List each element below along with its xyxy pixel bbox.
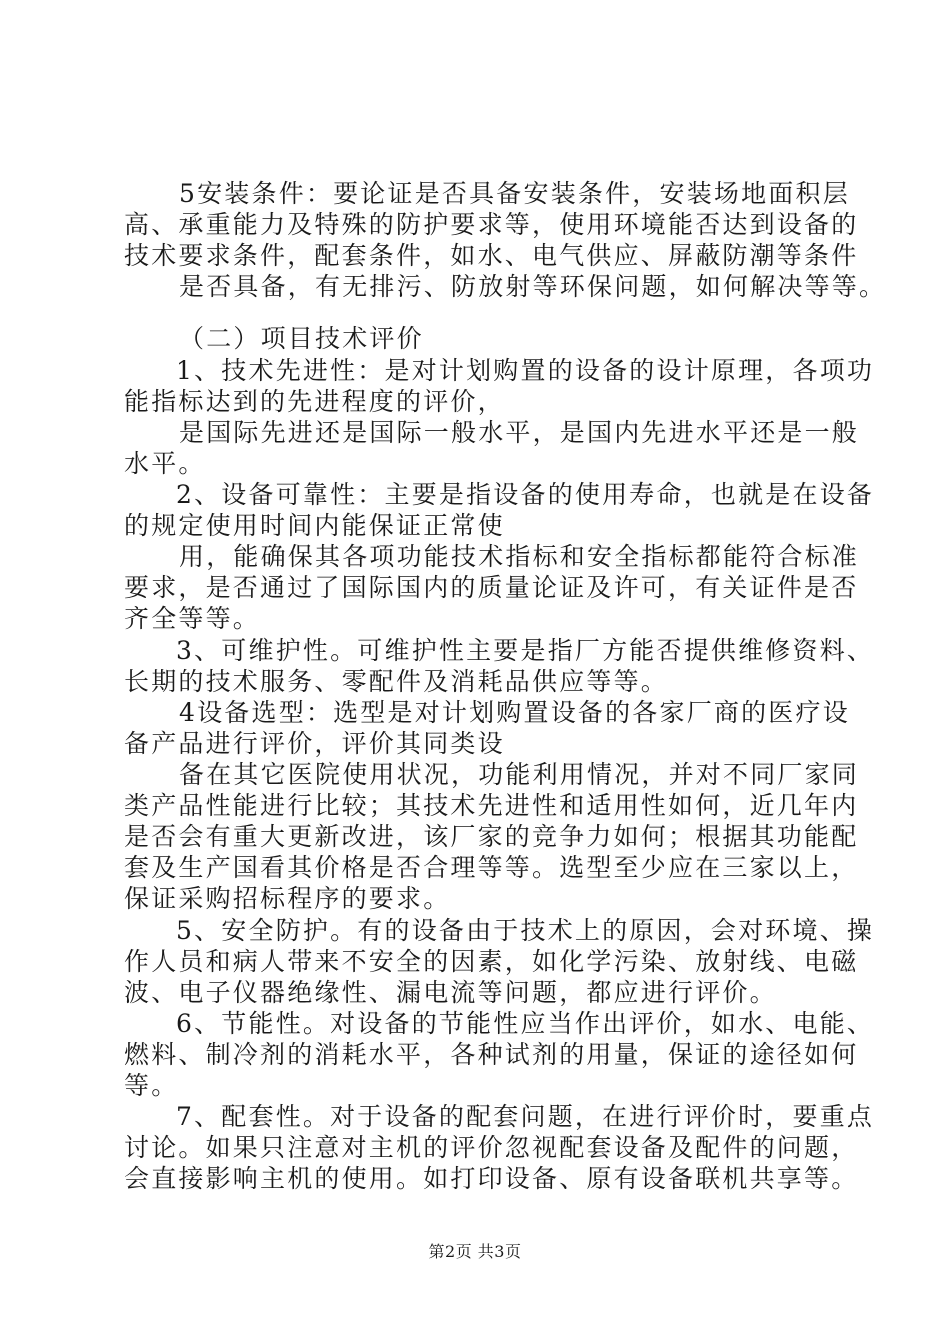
text-line: 2、设备可靠性：主要是指设备的使用寿命，也就是在设备 [176,480,875,509]
text-line: 3、可维护性。可维护性主要是指厂方能否提供维修资料、 [176,636,875,665]
text-line: 备产品进行评价，评价其同类设 [124,729,505,758]
text-line: 5安装条件：要论证是否具备安装条件，安装场地面积层 [179,179,850,208]
text-line: 高、承重能力及特殊的防护要求等，使用环境能否达到设备的 [124,210,859,239]
text-line: 等。 [124,1071,179,1100]
text-line: 水平。 [124,449,206,478]
text-line: 讨论。如果只注意对主机的评价忽视配套设备及配件的问题， [124,1133,859,1162]
text-line: 的规定使用时间内能保证正常使 [124,511,505,540]
text-line: 能指标达到的先进程度的评价， [124,387,505,416]
text-line: 要求，是否通过了国际国内的质量论证及许可，有关证件是否 [124,573,859,602]
text-line: 齐全等等。 [124,604,261,633]
text-line: 备在其它医院使用状况，功能利用情况，并对不同厂家同 [179,760,860,789]
text-line: 6、节能性。对设备的节能性应当作出评价，如水、电能、 [176,1009,875,1038]
text-line: 4设备选型：选型是对计划购置设备的各家厂商的医疗设 [179,698,850,727]
text-line: 用，能确保其各项功能技术指标和安全指标都能符合标准 [179,542,860,571]
text-line: 是国际先进还是国际一般水平，是国内先进水平还是一般 [179,418,860,447]
section-heading: （二）项目技术评价 [179,324,424,353]
text-line: 长期的技术服务、零配件及消耗品供应等等。 [124,667,669,696]
text-line: 波、电子仪器绝缘性、漏电流等问题，都应进行评价。 [124,978,777,1007]
text-line: 套及生产国看其价格是否合理等等。选型至少应在三家以上， [124,853,859,882]
text-line: 技术要求条件，配套条件，如水、电气供应、屏蔽防潮等条件 [124,241,859,270]
text-line: 类产品性能进行比较；其技术先进性和适用性如何，近几年内 [124,791,859,820]
text-line: 是否具备，有无排污、防放射等环保问题，如何解决等等。 [179,272,887,301]
text-line: 会直接影响主机的使用。如打印设备、原有设备联机共享等。 [124,1164,859,1193]
text-line: 燃料、制冷剂的消耗水平，各种试剂的用量，保证的途径如何 [124,1040,859,1069]
text-line: 7、配套性。对于设备的配套问题，在进行评价时，要重点 [176,1102,875,1131]
text-line: 保证采购招标程序的要求。 [124,884,451,913]
page-number-footer: 第2页 共3页 [428,1242,522,1261]
text-line: 是否会有重大更新改进，该厂家的竞争力如何；根据其功能配 [124,822,859,851]
text-line: 1、技术先进性：是对计划购置的设备的设计原理，各项功 [176,356,875,385]
text-line: 作人员和病人带来不安全的因素，如化学污染、放射线、电磁 [124,947,859,976]
text-line: 5、安全防护。有的设备由于技术上的原因，会对环境、操 [176,916,875,945]
